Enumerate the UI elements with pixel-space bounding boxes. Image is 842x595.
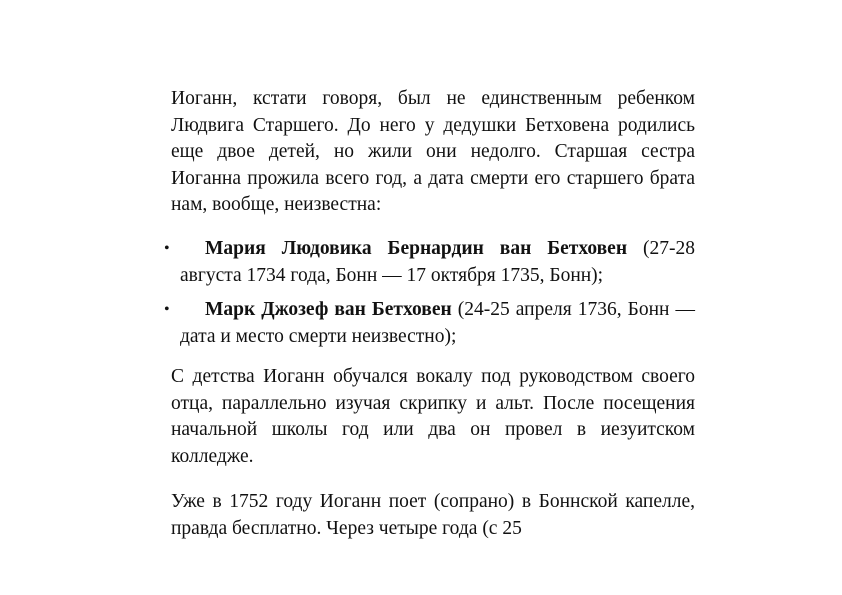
- sibling-details: (27-28 августа 1734 года, Бонн — 17 октября 1735, Бонн);: [180, 238, 695, 286]
- paragraph-intro: Иоганн, кстати говоря, был не единственным ребенком Людвига Старшего. До него у дедушки Бетховена родились еще двое детей, но жили они недолго. Старшая сестра Иоганна прожила всего год, а дата смерти его старшего брата нам, вообще, неизвестна:: [171, 88, 695, 216]
- sibling-name: Марк Джозеф ван Бетховен: [205, 299, 452, 321]
- paragraph-education: С детства Иоганн обучался вокалу под руководством своего отца, параллельно изучая скрипку и альт. После посещения начальной школы год или два он провел в иезуитском колледже.: [171, 366, 695, 467]
- list-item: [164, 297, 695, 350]
- list-item: [164, 236, 695, 289]
- bullet-icon: •: [164, 301, 170, 319]
- paragraph-chapel: Уже в 1752 году Иоганн поет (сопрано) в Боннской капелле, правда бесплатно. Через четыре года (с 25: [171, 491, 695, 539]
- bullet-icon: •: [164, 240, 170, 257]
- list-item-text: [180, 236, 695, 289]
- sibling-details: (24-25 апреля 1736, Бонн — дата и место смерти неизвестно);: [180, 299, 695, 347]
- list-item-text: [180, 297, 695, 350]
- siblings-list: [164, 236, 695, 350]
- sibling-name: Мария Людовика Бернардин ван Бетховен: [205, 238, 628, 259]
